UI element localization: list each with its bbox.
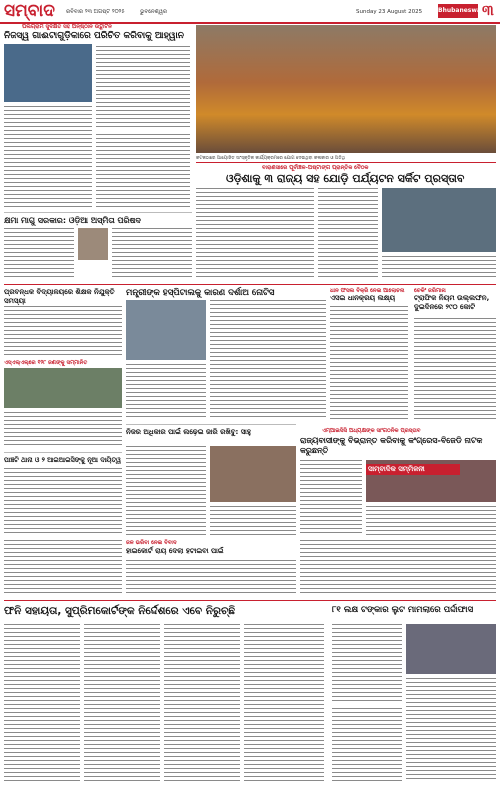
lead-kicker: ପିଲିଗ୍ରାମ ସୁଦିକ୍ଷିତ ସହ ଅନ୍ଷ୍ଠାନ ଉଦ୍ଘାଟନ [22, 24, 112, 30]
bhasha-photo [78, 228, 108, 260]
bottom-right-headline: ୮୧ ଲକ୍ଷ ଟଙ୍କାର ଲୁଟ ମାମଲାରେ ପର୍ଦ୍ଦାଫାସ [332, 605, 474, 615]
ministry-photo [126, 300, 206, 360]
tourism-text-col1 [196, 188, 314, 280]
speed-text [414, 318, 496, 420]
car-text [126, 446, 206, 536]
bottom-rule [4, 600, 496, 601]
bottom-left-headline: ଫନି ସହାୟତା, ସୁପ୍ରିମକୋର୍ଟଙ୍କ ନିର୍ଦ୍ଦେଶରେ ଏବେ ନିରୁଚ୍ଛି [4, 605, 236, 617]
tourism-kicker: ବାରାଣସୀରେ ପୂର୍ବାଞ୍ଚଳ-ଅଷ୍ଟାଙ୍ଗ ପ୍ରାନ୍ତିକ ବୈଠକ [262, 165, 369, 171]
tourism-text-col2 [318, 188, 378, 280]
scholarship-text2 [4, 412, 122, 448]
tourism-rule [196, 162, 496, 163]
tourism-photo [382, 188, 496, 252]
paddy-text [330, 306, 408, 420]
paddy-headline: ଏସଇ ଧାନକ୍ରୟ ଲକ୍ଷ୍ୟ [330, 294, 396, 302]
edition-badge: Bhubaneswar [438, 4, 478, 18]
sangathan-text-col3 [300, 540, 496, 596]
section-name: ଭୁବନେଶ୍ୱର [140, 9, 168, 15]
court-kicker: ଜଳ ଭରିବା ନେଇ ବିବାଦ [126, 540, 177, 546]
car-text2 [210, 506, 296, 536]
date-english: Sunday 23 August 2025 [356, 9, 423, 15]
tourism-text-col3 [382, 256, 496, 280]
police-rule [4, 452, 122, 453]
sangathan-banner: ସାମ୍ବାଦିକ ସମ୍ମିଳନୀ [366, 464, 460, 475]
sangathan-kicker: ଏମ୍‌ଆଇସିସି ଅଧ୍ୟକ୍ଷଙ୍କ ସାଂଗଠନିକ ପ୍ରସ୍ତାବ [322, 428, 421, 434]
sangathan-text-col1 [300, 460, 362, 536]
lead-photo [4, 44, 92, 102]
lead-text-col2 [4, 106, 92, 208]
page-number: ୩ [482, 1, 494, 19]
bottom-right-col2 [406, 678, 496, 782]
scholarship-headline: ପ୍ରବନ୍ଧକ ବିଦ୍ୟାଳୟରେ ଶିକ୍ଷକ ନିଯୁକ୍ତି ସମସ୍ୟା [4, 288, 115, 305]
bhasha-text-col2 [112, 228, 192, 280]
police-headline: ପାଞ୍ଚଟି ଥାନା ଓ ୨ ଆଇଆଇସିଙ୍କୁ ନୂଆ ଦାୟିତ୍ୱ [4, 456, 122, 464]
date-odia: ରବିବାର ୨୩ ଅଗଷ୍ଟ ୨୦୨୫ [66, 9, 125, 15]
dance-photo-caption: କଟକଠାରେ ଆୟୋଜିତ ସାଂସ୍କୃତିକ କାର୍ଯ୍ୟକ୍ରମରେ ଯୋଗ ଦେଇଥିବା କଳାକାର ଓ ଅତିଥି [196, 156, 346, 161]
bottom-right-photo [406, 624, 496, 674]
dance-photo [196, 25, 496, 153]
bottom-left-col2 [84, 624, 160, 782]
bottom-right-col1 [332, 624, 402, 704]
lead-headline: ନିଜସ୍ୱ ଗାଈଟାଗୁଡ଼ିକାରେ ପରିଚିତ କରିବାକୁ ଆହ୍ୱାନ [4, 31, 184, 41]
bottom-left-col4 [244, 624, 324, 782]
scholarship-sub: ଏସ୍ଏଲ୍ଏଲ୍‌ରେ ୧୨୮ ଜଣଙ୍କୁ ସମ୍ମାନିତ [4, 360, 88, 366]
speed-kicker: ଚେକିଂ ଜରିମାନା [414, 288, 446, 294]
ministry-headline: ମନ୍ତ୍ରୀଙ୍କ ହସ୍ପିଟାଲକୁ କାରଣ ଦର୍ଶାଅ ନୋଟିସ [126, 288, 275, 298]
lead-text-col1 [96, 46, 190, 130]
court-text [126, 560, 296, 596]
lead-text-col3 [96, 134, 190, 208]
paddy-kicker: ଧାନ ଫସଲ ବିକ୍ରି ନେଇ ଆଲୋଚନା [330, 288, 405, 294]
ministry-text-col1 [210, 300, 326, 420]
bottom-left-col1 [4, 624, 80, 782]
bhasha-text-col1 [4, 228, 74, 280]
scholarship-text [4, 306, 122, 356]
police-text [4, 468, 122, 536]
tourism-headline: ଓଡ଼ିଶାକୁ ୩ ରାଜ୍ୟ ସହ ଯୋଡ଼ି ପର୍ଯ୍ୟଟନ ସର୍କିଟ ପ୍ରସ୍ତାବ [226, 172, 465, 185]
police-text2 [4, 540, 122, 596]
car-headline: ନିଜର ଅଧିକାର ପାଇଁ ଲଢ଼େଇ ଜାରି ରଖିବୁ: ସାହୁ [126, 428, 251, 436]
scholarship-photo [4, 368, 122, 408]
bottom-left-col3 [164, 624, 240, 782]
bottom-right-col3 [332, 708, 402, 782]
speed-headline: ଟ୍ରାଫିକ ନିୟମ ଉଲ୍ଲଙ୍ଘନ, ଦୁଇଦିନରେ ୨୯୦ କୋଟି [414, 294, 490, 311]
car-rule [126, 424, 296, 425]
newspaper-logo: ସମ୍ବାଦ [4, 1, 55, 21]
mid-rule [4, 284, 496, 285]
bhasha-rule [4, 212, 192, 213]
court-headline: ହାଇକୋର୍ଟ ରାୟ ଦେଲା ହଟାଇବା ପାଇଁ [126, 547, 224, 555]
ministry-text-col2 [126, 364, 206, 420]
bhasha-headline: କ୍ଷମା ମାଗୁ ସରକାର: ଓଡ଼ିଆ ଅସ୍ମିତା ପରିଷଦ [4, 216, 141, 225]
sangathan-text-col2 [366, 506, 496, 536]
car-photo [210, 446, 296, 502]
sangathan-headline: ରାଜ୍ୟବାସୀଙ୍କୁ ବିଭ୍ରାନ୍ତ କରିବାକୁ କଂଗ୍ରେସ-ବିଜେଡି ନାଟକ କରୁଛନ୍ତି [300, 436, 483, 455]
